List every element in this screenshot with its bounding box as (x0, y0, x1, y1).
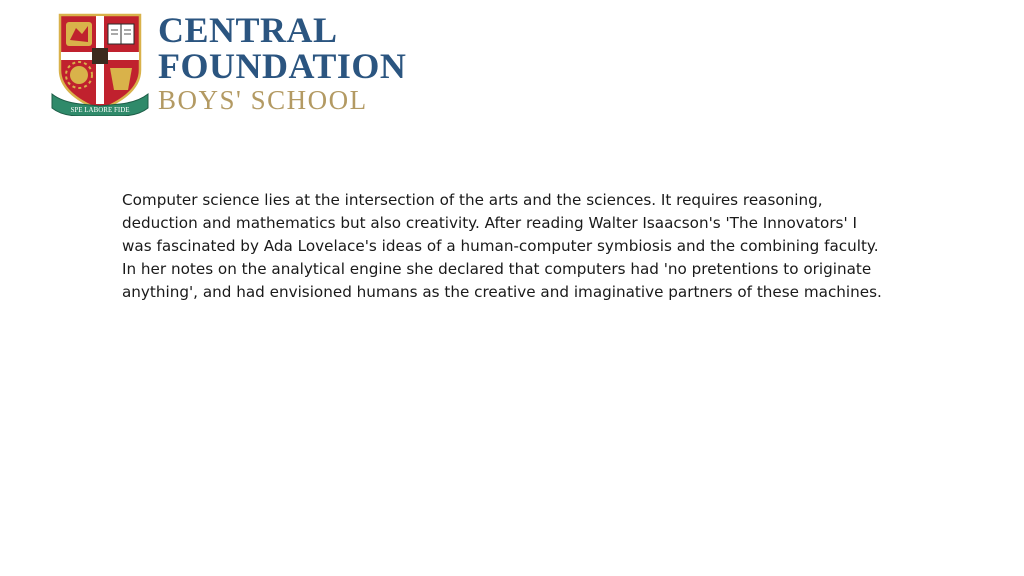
school-logo (50, 12, 450, 117)
school-crest-icon (50, 12, 150, 116)
wordmark-boys-school: BOYS' SCHOOL (158, 85, 368, 115)
wordmark-foundation: FOUNDATION (158, 46, 407, 86)
school-wordmark (158, 12, 406, 115)
wordmark-central: CENTRAL (158, 10, 338, 50)
body-paragraph: Computer science lies at the intersection of the arts and the sciences. It requires reasoning, deduction and mathematics but also creativity. After reading Walter Isaacson's 'The Innovators' I was fascinated by Ada Lovelace's ideas of a human-computer symbiosis and the combining faculty. In her notes on the analytical engine she declared that computers had 'no pretentions to originate anything', and had envisioned humans as the creative and imaginative partners of these machines. (122, 191, 882, 301)
motto-text: SPE LABORE FIDE (70, 106, 130, 114)
